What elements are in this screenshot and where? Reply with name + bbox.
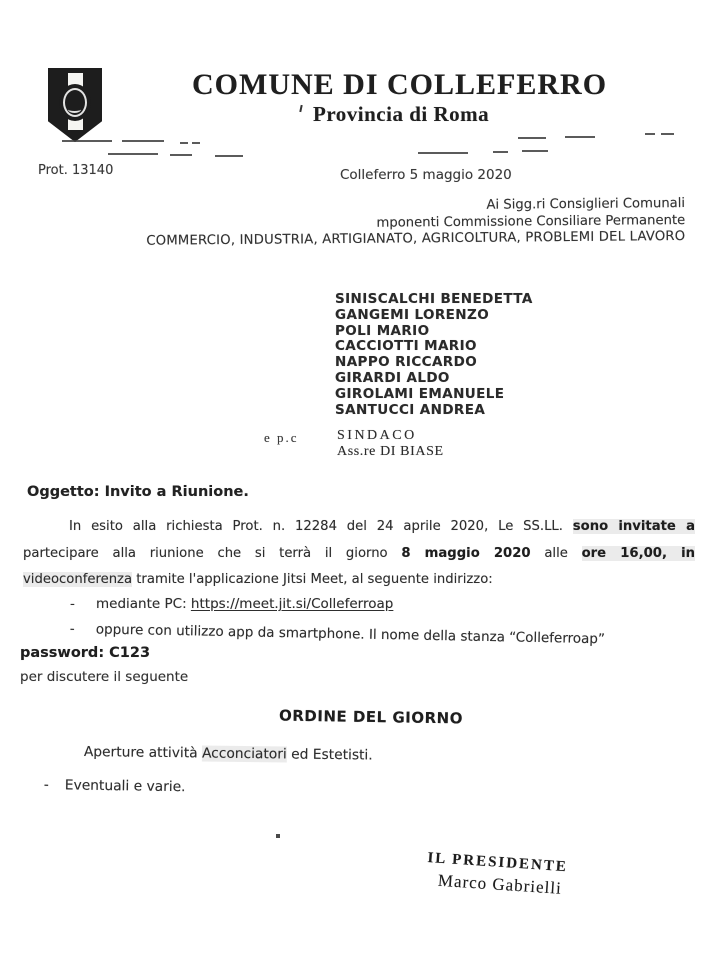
list-item: GIRARDI ALDO <box>335 369 450 386</box>
recipients-block <box>100 196 685 251</box>
emphasis-invited: sono invitate a <box>572 519 695 534</box>
cc-label: e p.c <box>264 430 299 445</box>
scan-artifact-line <box>62 140 112 142</box>
list-item: SINISCALCHI BENEDETTA <box>335 291 533 307</box>
agenda-title: ORDINE DEL GIORNO <box>278 706 464 728</box>
list-item: SANTUCCI ANDREA <box>335 401 486 418</box>
bullet-item-pc: - mediante PC: https://meet.jit.si/Colleferroap <box>70 596 394 612</box>
scan-artifact-line <box>180 142 188 144</box>
recipients-line-3: COMMERCIO, INDUSTRIA, ARTIGIANATO, AGRICOLTURA, PROBLEMI DEL LAVORO <box>146 228 686 249</box>
cc-recipient-sindaco: SINDACO <box>337 428 417 443</box>
signer-role: IL PRESIDENTE <box>426 850 569 876</box>
scan-artifact-line <box>522 150 548 152</box>
meeting-url: https://meet.jit.si/Colleferroap <box>190 596 394 612</box>
scan-artifact-line <box>122 140 164 142</box>
scan-artifact-mark <box>299 105 302 112</box>
scan-artifact-line <box>108 153 158 155</box>
body-line-2: partecipare alla riunione che si terrà il giorno 8 maggio 2020 alle ore 16,00, in <box>23 545 695 561</box>
list-item: CACCIOTTI MARIO <box>335 338 477 355</box>
bullet-item-smartphone: - oppure con utilizzo app da smartphone. Il nome della stanza “Colleferroap” <box>69 621 606 648</box>
agenda-item-1: Aperture attività Acconciatori ed Estetisti. <box>83 744 373 764</box>
list-item: POLI MARIO <box>335 322 430 339</box>
signature-block <box>425 850 568 899</box>
document-subtitle: Provincia di Roma <box>313 102 490 126</box>
scan-artifact-line <box>215 155 243 157</box>
subject-line: Oggetto: Invito a Riunione. <box>27 484 249 500</box>
emphasis-time: ore 16,00, in <box>581 545 695 561</box>
signer-name: Marco Gabrielli <box>437 870 563 898</box>
protocol-number: Prot. 13140 <box>38 163 114 178</box>
bullet-dash: - <box>70 596 75 612</box>
list-item: GIROLAMI EMANUELE <box>335 385 505 402</box>
bullet-dash: - <box>69 621 75 638</box>
body-line-1: In esito alla richiesta Prot. n. 12284 del 24 aprile 2020, Le SS.LL. sono invitate a <box>69 519 695 534</box>
scan-artifact-line <box>661 133 674 135</box>
list-item: NAPPO RICCARDO <box>335 354 478 371</box>
place-date-line: Colleferro 5 maggio 2020 <box>340 167 512 183</box>
scan-artifact-line <box>418 152 468 154</box>
scan-artifact-line <box>192 142 200 144</box>
bullet-dash: - <box>43 777 49 794</box>
municipal-crest-icon <box>48 68 102 142</box>
list-item: GANGEMI LORENZO <box>335 306 490 323</box>
recipient-names-list <box>335 292 533 418</box>
recipients-line-2: mponenti Commissione Consiliare Permanente <box>376 212 686 231</box>
scan-artifact-line <box>565 136 595 138</box>
agenda-item-2: - Eventuali e varie. <box>43 777 186 796</box>
emphasis-date: 8 maggio 2020 <box>401 545 531 561</box>
password-line: password: C123 <box>20 645 151 661</box>
body-paragraph <box>23 514 695 594</box>
scan-artifact-line <box>170 154 192 156</box>
closing-line: per discutere il seguente <box>20 669 189 685</box>
cc-recipient-assessore: Ass.re DI BIASE <box>337 444 444 459</box>
document-title: COMUNE DI COLLEFERRO <box>192 68 608 101</box>
scan-artifact-speck <box>276 834 280 838</box>
crest-emblem <box>59 84 91 121</box>
scan-artifact-line <box>645 133 655 135</box>
recipients-line-1: Ai Sigg.ri Consiglieri Comunali <box>486 196 686 213</box>
scan-artifact-line <box>518 137 546 139</box>
body-line-3: videoconferenza tramite l'applicazione Jitsi Meet, al seguente indirizzo: <box>23 572 493 587</box>
scan-artifact-line <box>493 151 508 153</box>
